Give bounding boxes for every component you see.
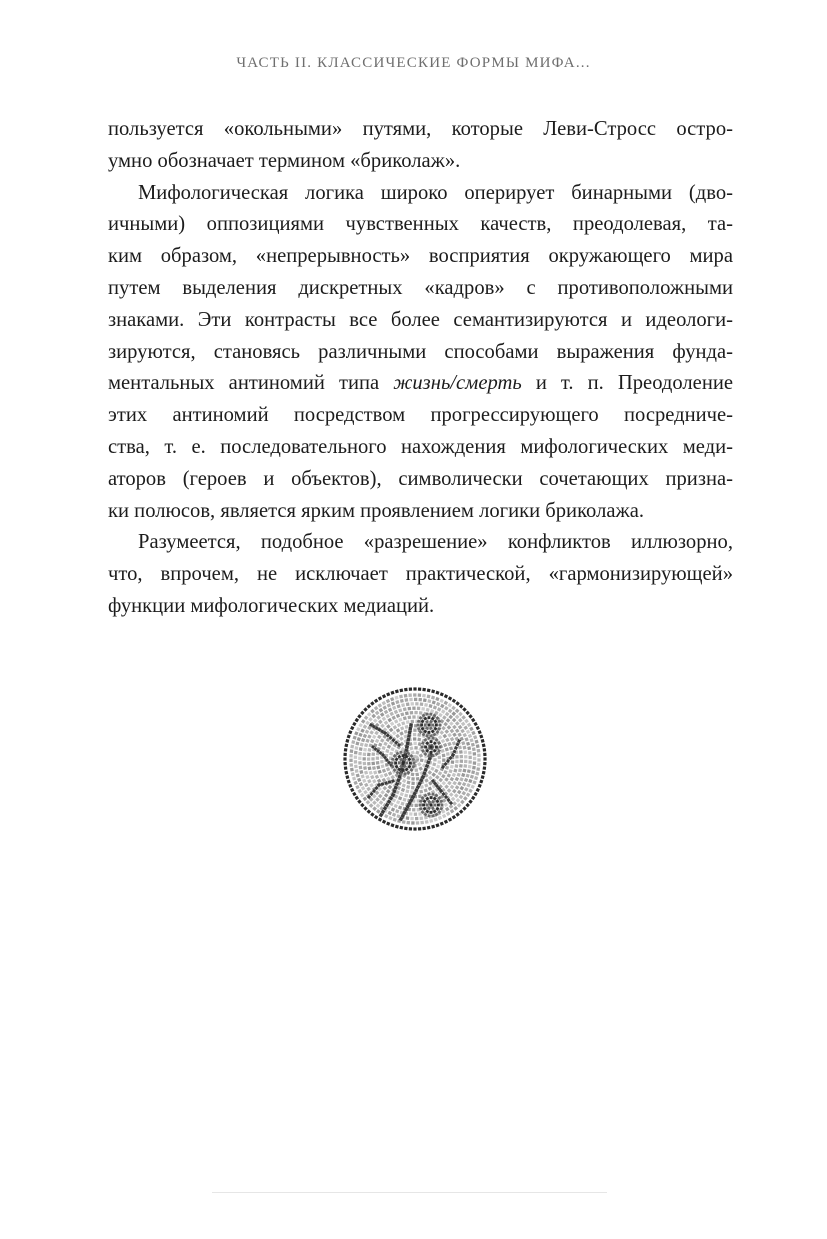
text-line: умно обозначает термином «бриколаж».	[108, 149, 461, 172]
text-line: ки полюсов, является ярким проявлением логики бриколажа.	[108, 499, 644, 522]
emphasis: жизнь/смерть	[393, 372, 522, 395]
text-line	[108, 368, 733, 400]
text-line: что, впрочем, не исключает практической, «гармонизирующей»	[108, 563, 733, 586]
text-fragment: и т. п. Преодоление	[521, 372, 734, 395]
text-line: ким образом, «непрерывность» восприятия окружающего мира	[108, 245, 733, 268]
text-line: зируются, становясь различными способами выражения фунда-	[108, 340, 733, 363]
text-line: пользуется «окольными» путями, которые Леви-Стросс остро-	[108, 118, 733, 140]
running-head: ЧАСТЬ II. КЛАССИЧЕСКИЕ ФОРМЫ МИФА...	[236, 55, 591, 71]
text-line: Разумеется, подобное «разрешение» конфликтов иллюзорно,	[138, 531, 733, 554]
footer-rule	[212, 1192, 607, 1193]
text-line: этих антиномий посредством прогрессирующего посредниче-	[108, 404, 733, 427]
body-text	[108, 114, 733, 623]
text-line: функции мифологических медиаций.	[108, 594, 435, 617]
text-fragment: ментальных антиномий типа	[108, 372, 394, 395]
text-line: знаками. Эти контрасты все более семантизируются и идеологи-	[108, 308, 733, 331]
text-line: ства, т. е. последовательного нахождения мифологических меди-	[108, 435, 733, 458]
text-line: ичными) оппозициями чувственных качеств, преодолевая, та-	[108, 213, 733, 236]
mosaic-floral-roundel-icon	[341, 685, 489, 833]
text-line: Мифологическая логика широко оперирует бинарными (дво-	[138, 181, 733, 204]
text-line: путем выделения дискретных «кадров» с противоположными	[108, 276, 733, 299]
text-line: аторов (героев и объектов), символически сочетающих призна-	[108, 467, 733, 490]
